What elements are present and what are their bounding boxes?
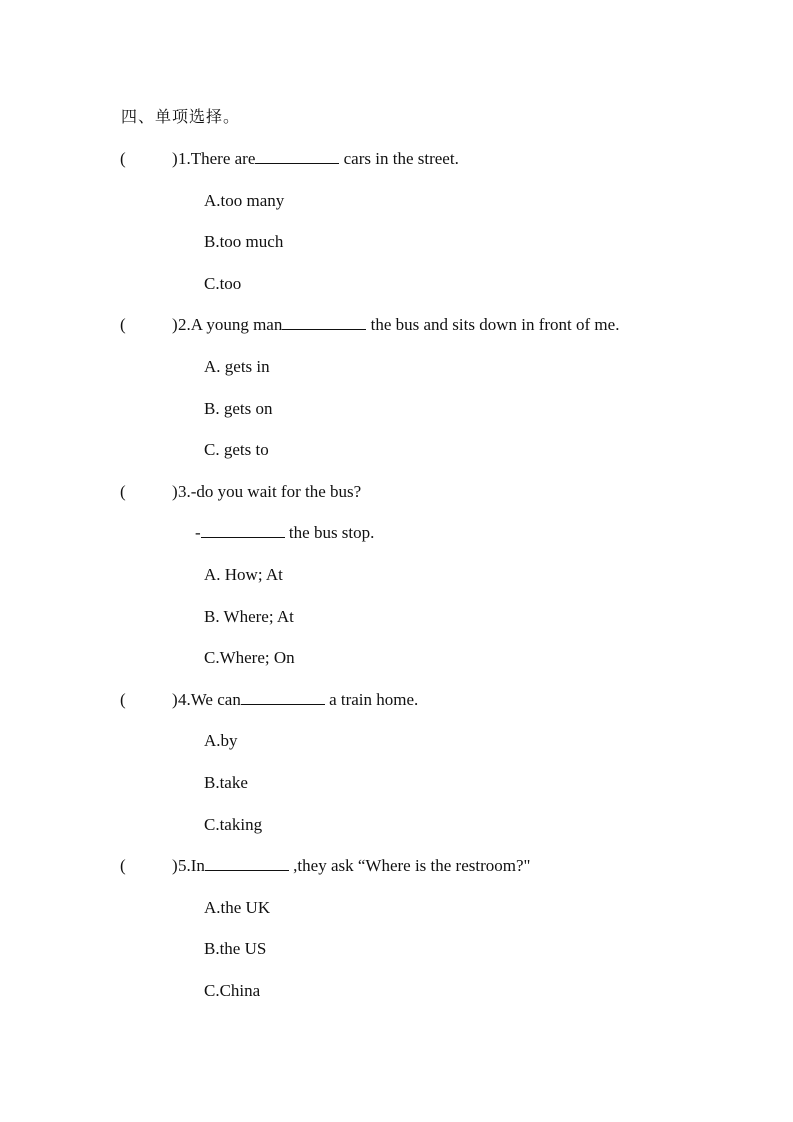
answer-paren-open: ( xyxy=(120,315,126,334)
question-stem xyxy=(178,481,361,503)
question-text-before: A young man xyxy=(190,315,283,334)
question-number: 2. xyxy=(178,315,191,334)
option-c: C. gets to xyxy=(204,440,269,459)
option-b: B.take xyxy=(204,773,248,792)
question-stem xyxy=(178,148,459,170)
option-c: C.Where; On xyxy=(204,648,295,667)
question-text-before: In xyxy=(190,856,205,875)
answer-blank xyxy=(255,148,339,164)
answer-blank xyxy=(205,855,289,871)
question-number: 3. xyxy=(178,482,191,501)
question-stem xyxy=(178,855,530,877)
option-a: A. How; At xyxy=(204,565,283,584)
option-b: B. gets on xyxy=(204,399,273,418)
question-stem xyxy=(178,689,418,711)
question-text-before: We can xyxy=(190,690,241,709)
answer-blank xyxy=(241,689,325,705)
question-text-after: ,they ask “Where is the restroom?" xyxy=(288,856,531,875)
answer-blank xyxy=(201,522,285,538)
answer-blank xyxy=(282,314,366,330)
answer-dash: - xyxy=(195,523,201,542)
question-text-after: a train home. xyxy=(324,690,419,709)
answer-paren-close: ) xyxy=(172,482,178,501)
answer-paren-open: ( xyxy=(120,856,126,875)
option-c: C.too xyxy=(204,274,242,293)
answer-paren-close: ) xyxy=(172,856,178,875)
question-number: 5. xyxy=(178,856,191,875)
option-a: A. gets in xyxy=(204,357,270,376)
question-text-after: the bus and sits down in front of me. xyxy=(366,315,620,334)
answer-paren-open: ( xyxy=(120,690,126,709)
answer-paren-close: ) xyxy=(172,149,178,168)
option-a: A.too many xyxy=(204,191,285,210)
option-b: B.the US xyxy=(204,939,267,958)
option-c: C.taking xyxy=(204,815,263,834)
section-heading: 四、单项选择。 xyxy=(121,107,241,126)
question-text-before: -do you wait for the bus? xyxy=(190,482,362,501)
question-stem xyxy=(178,314,619,336)
option-c: C.China xyxy=(204,981,261,1000)
question-number: 1. xyxy=(178,149,191,168)
question-number: 4. xyxy=(178,690,191,709)
option-a: A.the UK xyxy=(204,898,271,917)
answer-paren-close: ) xyxy=(172,315,178,334)
answer-text-after: the bus stop. xyxy=(284,523,375,542)
option-b: B.too much xyxy=(204,232,284,251)
option-a: A.by xyxy=(204,731,238,750)
question-text-before: There are xyxy=(190,149,256,168)
option-b: B. Where; At xyxy=(204,607,294,626)
answer-line xyxy=(195,522,374,544)
question-text-after: cars in the street. xyxy=(339,149,459,168)
answer-paren-open: ( xyxy=(120,482,126,501)
answer-paren-close: ) xyxy=(172,690,178,709)
answer-paren-open: ( xyxy=(120,149,126,168)
